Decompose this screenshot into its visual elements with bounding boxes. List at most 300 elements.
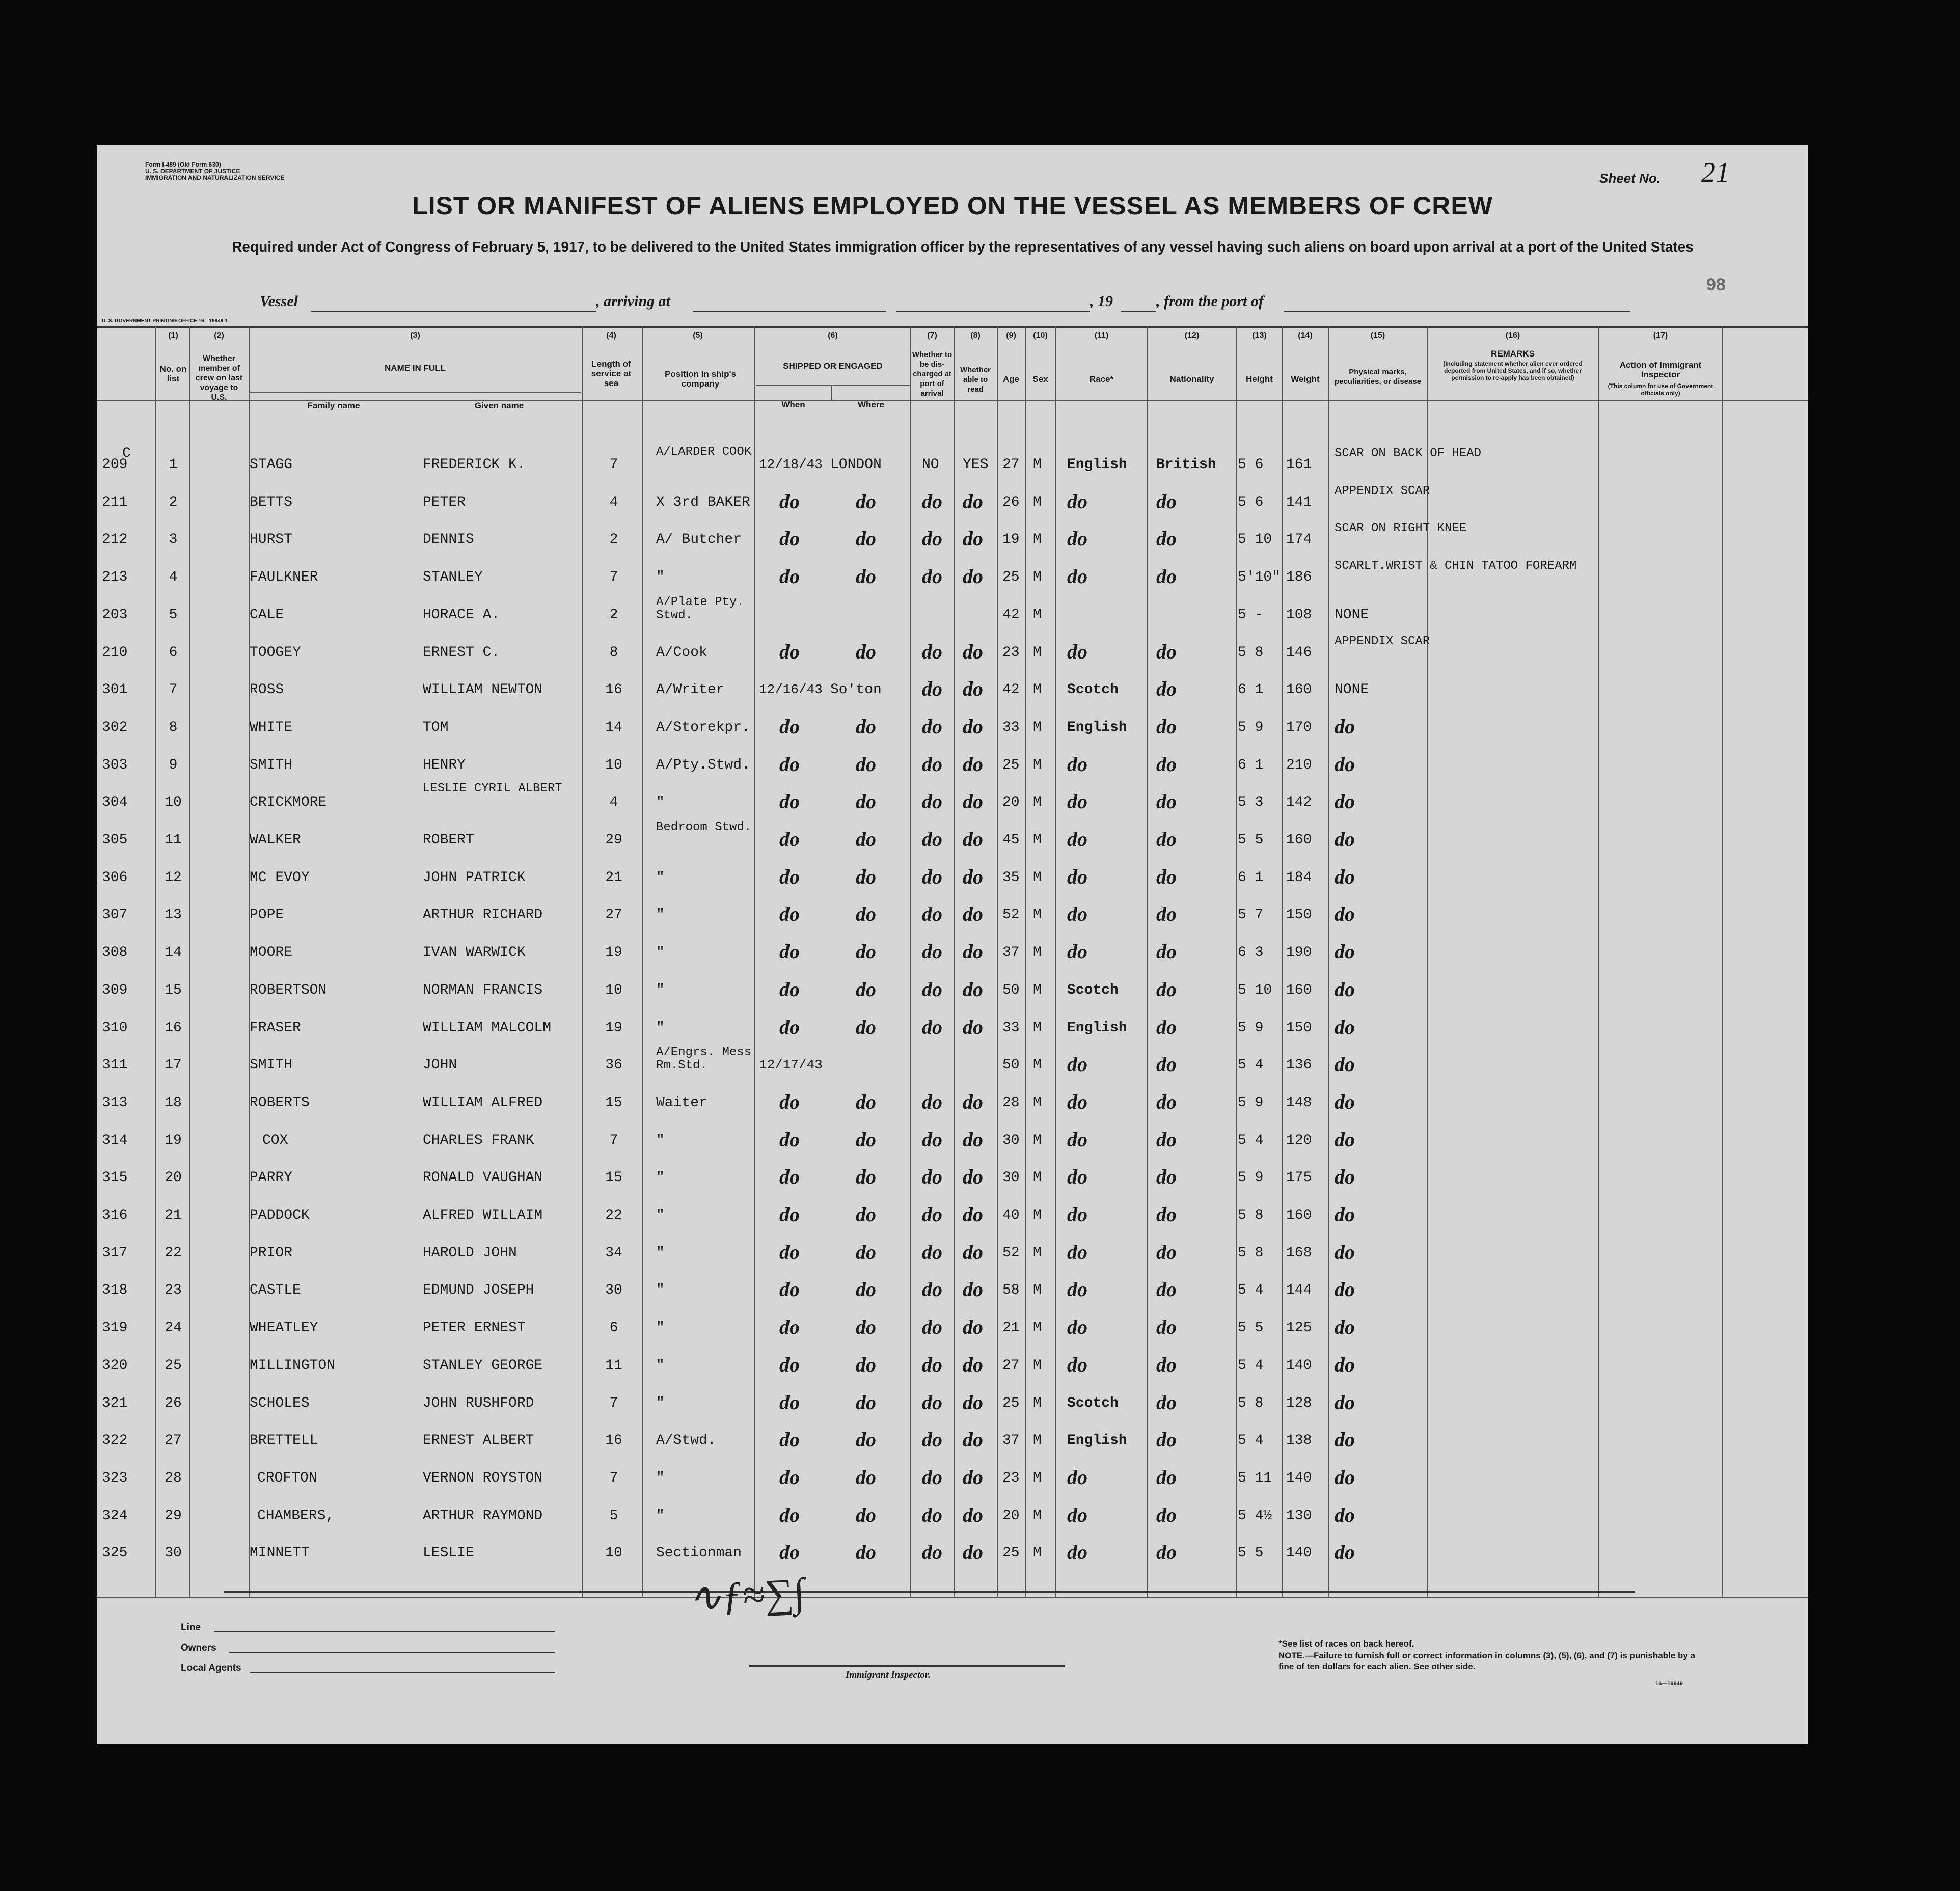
given-name: ARTHUR RAYMOND — [423, 1508, 543, 1524]
col15-number: (15) — [1370, 331, 1385, 340]
physical-marks: do — [1335, 1278, 1355, 1301]
list-number: 12 — [165, 869, 182, 886]
height: 6 1 — [1238, 869, 1264, 886]
service-length: 10 — [605, 757, 622, 773]
sex: M — [1033, 1357, 1042, 1374]
inspector-label: Immigrant Inspector. — [846, 1669, 931, 1680]
shipped-where: do — [856, 1503, 876, 1526]
nationality: do — [1156, 677, 1177, 701]
owners-label: Owners — [181, 1642, 216, 1653]
family-name: SMITH — [250, 757, 293, 773]
race: do — [1067, 1240, 1087, 1264]
discharged: do — [922, 1278, 942, 1301]
col8-number: (8) — [970, 331, 981, 340]
able-to-read: do — [963, 715, 983, 738]
when-header: When — [781, 400, 805, 409]
position: " — [656, 869, 665, 886]
able-to-read: do — [963, 1465, 983, 1489]
given-name: LESLIE CYRIL ALBERT — [423, 782, 562, 796]
col14-header: Weight — [1291, 374, 1320, 384]
table-row — [97, 559, 1808, 606]
table-row — [97, 1465, 1808, 1507]
margin-number: 320 — [102, 1357, 128, 1374]
discharged: do — [922, 1465, 942, 1489]
position: " — [656, 1320, 665, 1336]
where-header: Where — [858, 400, 884, 409]
col4-header: Length of service at sea — [591, 359, 632, 388]
shipped-when: do — [779, 527, 800, 551]
year-label: , 19 — [1090, 293, 1113, 310]
margin-number: 302 — [102, 719, 128, 735]
sex: M — [1033, 832, 1042, 848]
weight: 184 — [1286, 869, 1312, 886]
weight: 210 — [1286, 757, 1312, 773]
height: 5 5 — [1238, 832, 1264, 848]
given-name: IVAN WARWICK — [423, 945, 526, 961]
sex: M — [1033, 1020, 1042, 1036]
age: 33 — [1002, 719, 1020, 735]
list-number: 24 — [165, 1320, 182, 1336]
able-to-read: do — [963, 1240, 983, 1264]
col14-number: (14) — [1298, 331, 1313, 340]
given-name: WILLIAM ALFRED — [423, 1094, 543, 1111]
given-name: JOHN RUSHFORD — [423, 1395, 534, 1411]
printing-office: U. S. GOVERNMENT PRINTING OFFICE 16—19949-1 — [102, 318, 228, 324]
family-name: WHITE — [250, 719, 293, 735]
footer-code: 16—19949 — [1655, 1681, 1683, 1687]
height: 5 8 — [1238, 644, 1264, 661]
given-name: RONALD VAUGHAN — [423, 1170, 543, 1186]
physical-marks: NONE — [1335, 607, 1369, 623]
service-length: 10 — [605, 1545, 622, 1561]
sex: M — [1033, 982, 1042, 998]
weight: 138 — [1286, 1433, 1312, 1449]
race: Scotch — [1067, 682, 1119, 698]
able-to-read: do — [963, 940, 983, 964]
weight: 160 — [1286, 682, 1312, 698]
race: English — [1067, 1433, 1127, 1449]
shipped-where: do — [856, 902, 876, 926]
sheet-number-value: 21 — [1701, 157, 1730, 188]
service-length: 21 — [605, 869, 622, 886]
discharged: do — [922, 1428, 942, 1451]
position: A/Stwd. — [656, 1433, 716, 1449]
race: do — [1067, 1465, 1087, 1489]
physical-marks: do — [1335, 1428, 1355, 1451]
sex: M — [1033, 644, 1042, 661]
height: 5 8 — [1238, 1208, 1264, 1223]
able-to-read: do — [963, 1353, 983, 1376]
shipped-where: do — [856, 640, 876, 663]
sex: M — [1033, 1245, 1042, 1261]
col15-header: Physical marks, peculiarities, or disease — [1334, 368, 1422, 386]
position: " — [656, 569, 665, 586]
race: Scotch — [1067, 982, 1119, 998]
position: A/Writer — [656, 682, 725, 698]
able-to-read: do — [963, 489, 983, 513]
list-number: 14 — [165, 945, 182, 961]
sex: M — [1033, 907, 1042, 923]
col13-header: Height — [1246, 374, 1273, 384]
position: A/Cook — [656, 644, 707, 661]
col9-number: (9) — [1006, 331, 1016, 340]
col16-header: REMARKS — [1491, 349, 1535, 359]
shipped-where: do — [856, 715, 876, 738]
height: 5 10 — [1238, 532, 1272, 548]
table-row — [97, 902, 1808, 944]
given-name: STANLEY — [423, 569, 483, 586]
given-name: JOHN — [423, 1057, 457, 1074]
discharged: do — [922, 1090, 942, 1113]
weight: 160 — [1286, 1208, 1312, 1223]
position: " — [656, 982, 665, 998]
weight: 170 — [1286, 719, 1312, 735]
margin-number: 308 — [102, 945, 128, 961]
list-number: 28 — [165, 1470, 182, 1486]
weight: 160 — [1286, 982, 1312, 998]
list-number: 20 — [165, 1170, 182, 1186]
shipped-when: do — [779, 940, 800, 964]
discharged: do — [922, 489, 942, 513]
sex: M — [1033, 1132, 1042, 1148]
table-row — [97, 1353, 1808, 1394]
nationality: do — [1156, 1465, 1177, 1489]
physical-marks: do — [1335, 828, 1355, 851]
race: English — [1067, 719, 1127, 735]
height: 5 5 — [1238, 1320, 1264, 1336]
physical-marks: do — [1335, 1053, 1355, 1076]
weight: 136 — [1286, 1057, 1312, 1074]
nationality: do — [1156, 1203, 1177, 1226]
shipped-where: do — [856, 1353, 876, 1376]
able-to-read: do — [963, 1203, 983, 1226]
nationality: do — [1156, 1390, 1177, 1414]
family-name: TOOGEY — [250, 644, 301, 661]
position: A/Storekpr. — [656, 719, 750, 735]
position: " — [656, 1170, 665, 1186]
form-number: Form I-489 (Old Form 630) — [145, 161, 221, 168]
able-to-read: do — [963, 1390, 983, 1414]
list-number: 30 — [165, 1545, 182, 1561]
able-to-read: YES — [963, 457, 989, 473]
shipped-where: do — [856, 1203, 876, 1226]
shipped-when: do — [779, 865, 800, 888]
sex: M — [1033, 1433, 1042, 1449]
able-to-read: do — [963, 752, 983, 776]
sheet-number-label: Sheet No. — [1599, 171, 1660, 186]
weight: 108 — [1286, 607, 1312, 623]
position: A/Plate Pty. Stwd. — [656, 595, 744, 622]
age: 27 — [1002, 457, 1020, 473]
service-length: 10 — [605, 982, 622, 998]
position: " — [656, 794, 665, 811]
discharged: do — [922, 790, 942, 813]
age: 21 — [1002, 1320, 1020, 1336]
col5-header: Position in ship's company — [664, 369, 737, 389]
list-number: 1 — [169, 457, 178, 473]
shipped-where: do — [856, 752, 876, 776]
weight: 168 — [1286, 1245, 1312, 1261]
department-name: U. S. DEPARTMENT OF JUSTICE — [145, 168, 240, 175]
height: 5 5 — [1238, 1545, 1264, 1561]
nationality: do — [1156, 1090, 1177, 1113]
height: 5 - — [1238, 607, 1264, 623]
discharged: do — [922, 1316, 942, 1339]
able-to-read: do — [963, 1090, 983, 1113]
position: " — [656, 1132, 665, 1148]
service-length: 30 — [605, 1282, 622, 1299]
age: 19 — [1002, 532, 1020, 548]
col17-subheader: (This column for use of Government officials only) — [1608, 382, 1713, 397]
physical-marks: SCARLT.WRIST & CHIN TATOO FOREARM — [1335, 559, 1577, 573]
position: A/Pty.Stwd. — [656, 757, 750, 773]
sex: M — [1033, 1094, 1042, 1111]
nationality: do — [1156, 902, 1177, 926]
list-number: 7 — [169, 682, 178, 698]
given-name: CHARLES FRANK — [423, 1132, 534, 1148]
service-length: 5 — [609, 1508, 618, 1524]
shipped-when: do — [779, 752, 800, 776]
service-length: 7 — [609, 1470, 618, 1486]
age: 25 — [1002, 1545, 1020, 1561]
service-length: 7 — [609, 457, 618, 473]
margin-number: 322 — [102, 1433, 128, 1449]
race: do — [1067, 1353, 1087, 1376]
nationality: do — [1156, 1316, 1177, 1339]
able-to-read: do — [963, 677, 983, 701]
physical-marks: SCAR ON BACK OF HEAD — [1335, 447, 1482, 460]
col9-header: Age — [1002, 374, 1020, 384]
list-number: 3 — [169, 532, 178, 548]
col16-subheader: (Including statement whether alien ever ordered deported from United States, and if so, whether permission to re-apply has been obtained) — [1443, 360, 1583, 381]
nationality: do — [1156, 1240, 1177, 1264]
family-name: MC EVOY — [250, 869, 310, 886]
margin-number: 307 — [102, 907, 128, 923]
nationality: do — [1156, 1015, 1177, 1038]
table-row — [97, 677, 1808, 719]
family-name: STAGG — [250, 457, 293, 473]
position: " — [656, 1245, 665, 1261]
family-name-header: Family name — [307, 401, 360, 410]
sex: M — [1033, 1470, 1042, 1486]
height: 5 4 — [1238, 1057, 1264, 1074]
height: 5 6 — [1238, 494, 1264, 510]
col3-header: NAME IN FULL — [385, 363, 446, 373]
physical-marks: NONE — [1335, 682, 1369, 698]
service-length: 2 — [609, 532, 618, 548]
age: 20 — [1002, 794, 1020, 811]
nationality: do — [1156, 1353, 1177, 1376]
shipped-when: do — [779, 715, 800, 738]
physical-marks: do — [1335, 715, 1355, 738]
list-number: 17 — [165, 1057, 182, 1074]
col7-number: (7) — [927, 331, 937, 340]
able-to-read: do — [963, 1428, 983, 1451]
height: 5 8 — [1238, 1245, 1264, 1261]
margin-number: 305 — [102, 832, 128, 848]
service-length: 7 — [609, 1132, 618, 1148]
sex: M — [1033, 1282, 1042, 1299]
fine-note: NOTE.—Failure to furnish full or correct information in columns (3), (5), (6), and (7) is punishable by a fine of ten dollars for each alien. See other side. — [1278, 1651, 1695, 1671]
shipped-where: do — [856, 828, 876, 851]
age: 23 — [1002, 1470, 1020, 1486]
service-length: 4 — [609, 494, 618, 510]
shipped-where: do — [856, 1390, 876, 1414]
physical-marks: APPENDIX SCAR — [1335, 634, 1430, 648]
table-row — [97, 1090, 1808, 1132]
sex: M — [1033, 1545, 1042, 1561]
position: Bedroom Stwd. — [656, 820, 752, 834]
position: A/LARDER COOK — [656, 445, 752, 459]
margin-number: 304 — [102, 794, 128, 811]
discharged: NO — [922, 457, 939, 473]
margin-number: 323 — [102, 1470, 128, 1486]
age: 26 — [1002, 494, 1020, 510]
physical-marks: do — [1335, 1465, 1355, 1489]
given-name: ALFRED WILLAIM — [423, 1208, 543, 1223]
physical-marks: do — [1335, 865, 1355, 888]
shipped-when: do — [779, 640, 800, 663]
sex: M — [1033, 532, 1042, 548]
col1-header: No. on list — [159, 364, 187, 383]
able-to-read: do — [963, 1541, 983, 1564]
shipped-where: do — [856, 977, 876, 1001]
height: 6 1 — [1238, 682, 1264, 698]
col11-number: (11) — [1094, 331, 1109, 340]
table-row — [97, 1541, 1808, 1582]
shipped-when: do — [779, 1503, 800, 1526]
weight: 161 — [1286, 457, 1312, 473]
able-to-read: do — [963, 1503, 983, 1526]
height: 5 8 — [1238, 1395, 1264, 1411]
race: do — [1067, 1203, 1087, 1226]
race: do — [1067, 752, 1087, 776]
able-to-read: do — [963, 902, 983, 926]
margin-number: 318 — [102, 1282, 128, 1299]
sex: M — [1033, 457, 1042, 473]
shipped-where: So'ton — [830, 682, 882, 698]
table-row — [97, 1503, 1808, 1545]
family-name: WALKER — [250, 832, 301, 848]
age: 25 — [1002, 757, 1020, 773]
height: 6 3 — [1238, 945, 1264, 961]
margin-number: 311 — [102, 1057, 128, 1074]
col6-header: SHIPPED OR ENGAGED — [783, 361, 883, 371]
service-length: 16 — [605, 682, 622, 698]
shipped-when: 12/16/43 — [759, 682, 823, 698]
shipped-when: do — [779, 1203, 800, 1226]
position: A/ Butcher — [656, 532, 742, 548]
family-name: COX — [262, 1132, 288, 1148]
arriving-label: , arriving at — [596, 293, 670, 310]
shipped-where: do — [856, 865, 876, 888]
physical-marks: do — [1335, 1128, 1355, 1151]
local-agents-label: Local Agents — [181, 1663, 241, 1674]
nationality: do — [1156, 865, 1177, 888]
height: 5 4 — [1238, 1357, 1264, 1374]
family-name: PARRY — [250, 1170, 293, 1186]
family-name: MOORE — [250, 945, 293, 961]
sex: M — [1033, 757, 1042, 773]
service-length: 19 — [605, 1020, 622, 1036]
margin-number: 306 — [102, 869, 128, 886]
family-name: BRETTELL — [250, 1433, 318, 1449]
position: Sectionman — [656, 1545, 742, 1561]
weight: 174 — [1286, 532, 1312, 548]
given-name: HORACE A. — [423, 607, 500, 623]
list-number: 5 — [169, 607, 178, 623]
able-to-read: do — [963, 1316, 983, 1339]
nationality: do — [1156, 1428, 1177, 1451]
table-row — [97, 940, 1808, 981]
races-note: *See list of races on back hereof. — [1278, 1639, 1414, 1649]
family-name: FRASER — [250, 1020, 301, 1036]
shipped-where: do — [856, 940, 876, 964]
able-to-read: do — [963, 527, 983, 551]
margin-number: 213 — [102, 569, 128, 586]
able-to-read: do — [963, 865, 983, 888]
given-name: JOHN PATRICK — [423, 869, 526, 886]
family-name: SMITH — [250, 1057, 293, 1074]
shipped-when: do — [779, 565, 800, 588]
age: 33 — [1002, 1020, 1020, 1036]
margin-number: 310 — [102, 1020, 128, 1036]
table-row — [97, 1316, 1808, 1357]
height: 5 4 — [1238, 1132, 1264, 1148]
position: " — [656, 907, 665, 923]
shipped-when: do — [779, 1316, 800, 1339]
document-subtitle: Required under Act of Congress of February 5, 1917, to be delivered to the United States immigration officer by the representatives of any vessel having such aliens on board upon arrival at a port of the United States — [232, 239, 1694, 255]
position: X 3rd BAKER — [656, 494, 750, 510]
list-number: 22 — [165, 1245, 182, 1261]
height: 5 9 — [1238, 1094, 1264, 1111]
shipped-where: do — [856, 790, 876, 813]
service-length: 19 — [605, 945, 622, 961]
family-name: MINNETT — [250, 1545, 310, 1561]
given-name: DENNIS — [423, 532, 474, 548]
given-name: ERNEST C. — [423, 644, 500, 661]
document-title: LIST OR MANIFEST OF ALIENS EMPLOYED ON THE VESSEL AS MEMBERS OF CREW — [412, 191, 1493, 220]
given-name: FREDERICK K. — [423, 457, 526, 473]
nationality: British — [1156, 457, 1216, 473]
shipped-where: do — [856, 489, 876, 513]
discharged: do — [922, 1390, 942, 1414]
sex: M — [1033, 945, 1042, 961]
sex: M — [1033, 794, 1042, 811]
table-row — [97, 1278, 1808, 1319]
nationality: do — [1156, 1128, 1177, 1151]
family-name: CALE — [250, 607, 284, 623]
weight: 140 — [1286, 1545, 1312, 1561]
able-to-read: do — [963, 1165, 983, 1189]
service-length: 2 — [609, 607, 618, 623]
shipped-when: do — [779, 977, 800, 1001]
shipped-where: do — [856, 1128, 876, 1151]
position: A/Engrs. Mess Rm.Std. — [656, 1046, 752, 1073]
margin-number: 303 — [102, 757, 128, 773]
list-number: 13 — [165, 907, 182, 923]
race: do — [1067, 1278, 1087, 1301]
height: 5 4 — [1238, 1433, 1264, 1449]
age: 40 — [1002, 1208, 1020, 1223]
height: 5 6 — [1238, 457, 1264, 473]
given-name: PETER — [423, 494, 466, 510]
list-number: 26 — [165, 1395, 182, 1411]
service-length: 22 — [605, 1208, 622, 1223]
height: 5'10" — [1238, 569, 1281, 586]
list-number: 8 — [169, 719, 178, 735]
discharged: do — [922, 1165, 942, 1189]
